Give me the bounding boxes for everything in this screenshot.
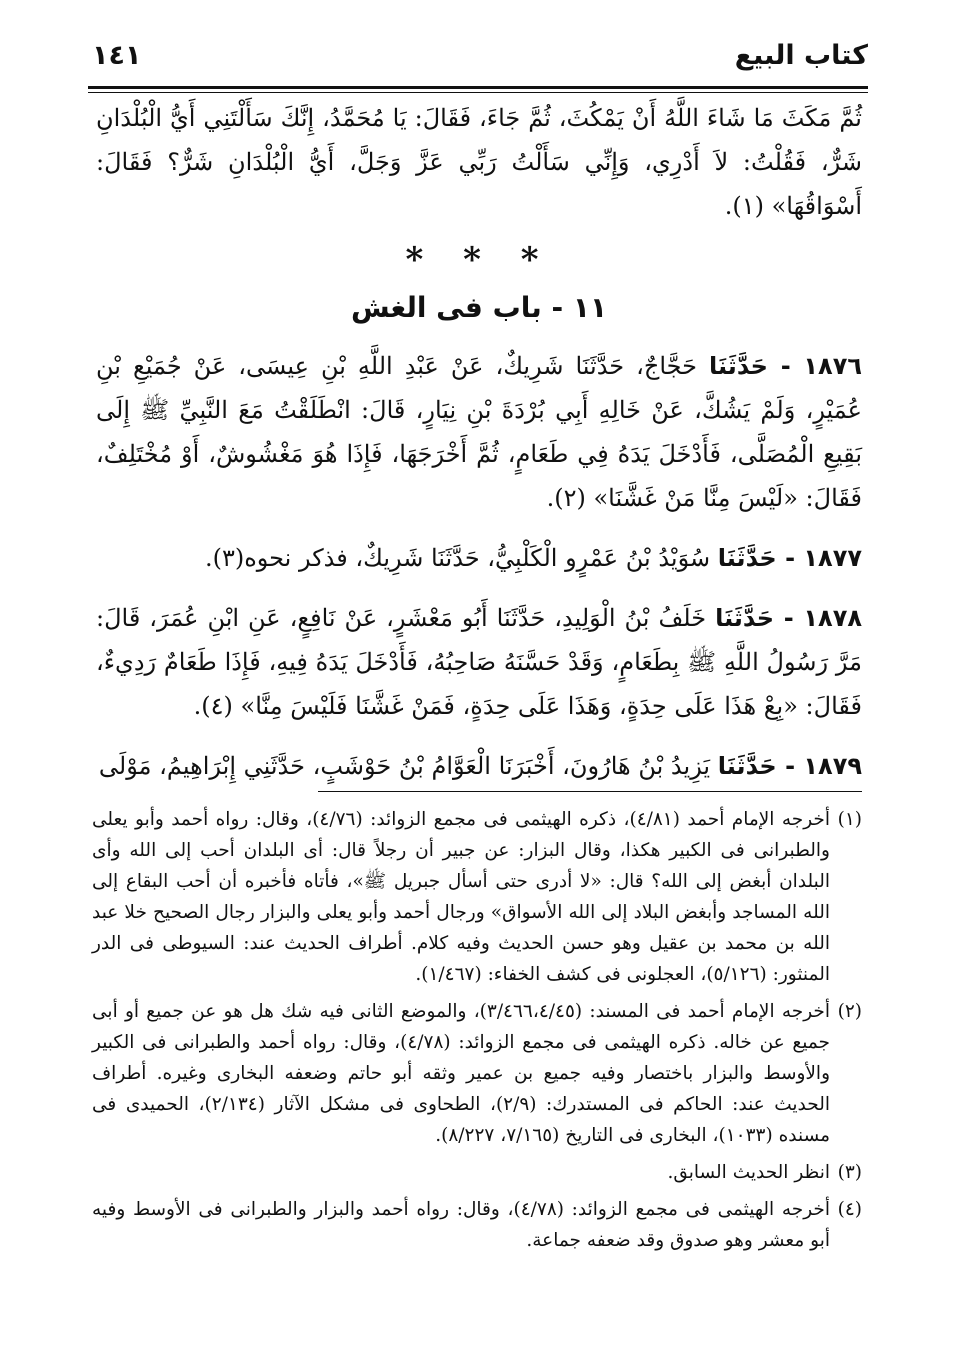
page-number: ١٤١ bbox=[92, 40, 142, 71]
hadith-1879-text: يَزِيدُ بْنُ هَارُونَ، أَخْبَرَنَا الْعَوَّامُ بْنُ حَوْشَبٍ، حَدَّثَنِي إِبْرَاهِيمُ، مَوْلَى bbox=[98, 752, 711, 780]
hadith-1879 bbox=[96, 744, 862, 788]
footnote-number: (٣) bbox=[837, 1162, 862, 1183]
hadith-1878 bbox=[96, 596, 862, 728]
footnote-4 bbox=[92, 1194, 862, 1256]
footnote-3 bbox=[92, 1157, 862, 1188]
hadith-1878-text: خَلَفُ بْنُ الْوَلِيدِ، حَدَّثَنَا أَبُو مَعْشَرٍ، عَنْ نَافِعٍ، عَنِ ابْنِ عُمَرَ، قَالَ: مَرَّ رَسُولُ اللَّهِ ﷺ بِطَعَامٍ، وَقَدْ حَسَّنَهُ صَاحِبُهُ، فَأَدْخَلَ يَدَهُ فِيهِ، فَإِذَا طَعَامٌ رَدِيءٌ، فَقَالَ: «بِعْ هَذَا عَلَى حِدَةٍ، وَهَذَا عَلَى حِدَةٍ، فَمَنْ غَشَّنَا فَلَيْسَ مِنَّا» (٤). bbox=[96, 604, 862, 720]
hadith-1879-lead: ١٨٧٩ - حَدَّثَنَا bbox=[717, 752, 862, 780]
footnote-2 bbox=[92, 996, 862, 1151]
header-rule-thick bbox=[88, 86, 868, 89]
footnote-text: أخرجه الإمام أحمد (٤/٨١)، ذكره الهيثمى فى مجمع الزوائد: (٤/٧٦)، وقال: رواه أحمد وأبو يعلى والطبرانى فى الكبير هكذا، وقال البزار: عن جبير أن رجلاً قال: أى البلدان أحب إلى الله وأى البلدان أبغض إلى الله؟ قال: «لا أدرى حتى أسأل جبريل ﷺ»، فأتاه فأخبره أن أحب البقاع إلى الله المساجد وأبغض البلاد إلى الله الأسواق» ورجال أحمد وأبو يعلى والبزار رجال الصحيح خلا عبد الله بن محمد بن عقيل وهو حسن الحديث وفيه كلام. أطراف الحديث عند: السيوطى فى الدر المنثور: (٥/١٢٦)، العجلونى فى كشف الخفاء: (١/٤٦٧). bbox=[92, 809, 830, 985]
hadith-1876 bbox=[96, 344, 862, 520]
footnote-number: (٤) bbox=[837, 1199, 862, 1220]
footnote-number: (٢) bbox=[837, 1001, 862, 1022]
hadith-1877-text: سُوَيْدُ بْنُ عَمْرٍو الْكَلْبِيُّ، حَدَّثَنَا شَرِيكٌ، فذكر نحوه(٣). bbox=[204, 544, 711, 572]
main-text bbox=[96, 96, 862, 788]
footnote-text: انظر الحديث السابق. bbox=[667, 1162, 830, 1183]
footnote-number: (١) bbox=[837, 809, 862, 830]
hadith-1877-lead: ١٨٧٧ - حَدَّثَنَا bbox=[717, 544, 862, 572]
hadith-1877 bbox=[96, 536, 862, 580]
hadith-1876-text: حَجَّاجٌ، حَدَّثَنَا شَرِيكٌ، عَنْ عَبْدِ اللَّهِ بْنِ عِيسَى، عَنْ جُمَيْعِ بْنِ عُمَيْرٍ، وَلَمْ يَشُكَّ، عَنْ خَالِهِ أَبِي بُرْدَةَ بْنِ نِيَارٍ، قَالَ: انْطَلَقْتُ مَعَ النَّبِيِّ ﷺ إِلَى بَقِيعِ الْمُصَلَّى، فَأَدْخَلَ يَدَهُ فِي طَعَامٍ، ثُمَّ أَخْرَجَهَا، فَإِذَا هُوَ مَغْشُوشٌ، أَوْ مُخْتَلِفٌ، فَقَالَ: «لَيْسَ مِنَّا مَنْ غَشَّنَا» (٢). bbox=[96, 352, 862, 512]
chapter-title: ١١ - باب فى الغش bbox=[350, 291, 608, 324]
hadith-1876-lead: ١٨٧٦ - حَدَّثَنَا bbox=[709, 352, 862, 380]
footnote-text: أخرجه الإمام أحمد فى المسند: (٣/٤٦٦،٤/٤٥)، والموضع الثانى فيه شك هل هو عن جميع أو أبى جميع عن خاله. ذكره الهيثمى فى مجمع الزوائد: (٤/٧٨)، وقال: رواه أحمد والطبرانى فى الكبير والأوسط والبزار باختصار وفيه جميع بن عمير وثقه أبو حاتم وضعفه البخارى وغيره. أطراف الحديث عند: الحاكم فى المستدرك: (٢/٩)، الطحاوى فى مشكل الآثار (٢/١٣٤)، الحميدى فى مسنده (١٠٣٣)، البخارى فى التاريخ (٧/١٦٥، ٨/٢٢٧). bbox=[92, 1001, 830, 1146]
page-header bbox=[88, 38, 868, 82]
footnote-separator-rule bbox=[318, 791, 862, 792]
continuation-paragraph: ثُمَّ مَكَثَ مَا شَاءَ اللَّهُ أَنْ يَمْكُثَ، ثُمَّ جَاءَ، فَقَالَ: يَا مُحَمَّدُ، إِنَّكَ سَأَلْتَنِي أَيُّ الْبُلْدَانِ شَرٌّ، فَقُلْتُ: لاَ أَدْرِي، وَإِنِّي سَأَلْتُ رَبِّي عَزَّ وَجَلَّ، أَيُّ الْبُلْدَانِ شَرٌّ؟ فَقَالَ: أَسْوَاقُهَا» (١). bbox=[96, 104, 862, 220]
section-separator: * * * bbox=[405, 240, 553, 280]
footnotes bbox=[92, 804, 862, 1262]
footnote-text: أخرجه الهيثمى فى مجمع الزوائد: (٤/٧٨)، وقال: رواه أحمد والبزار والطبرانى فى الأوسط وفيه أبو معشر وهو صدوق وقد ضعفه جماعة. bbox=[92, 1199, 830, 1251]
running-title: كتاب البيع bbox=[734, 40, 868, 71]
hadith-1878-lead: ١٨٧٨ - حَدَّثَنَا bbox=[715, 604, 862, 632]
footnote-1 bbox=[92, 804, 862, 990]
header-rule-thin bbox=[88, 92, 868, 93]
